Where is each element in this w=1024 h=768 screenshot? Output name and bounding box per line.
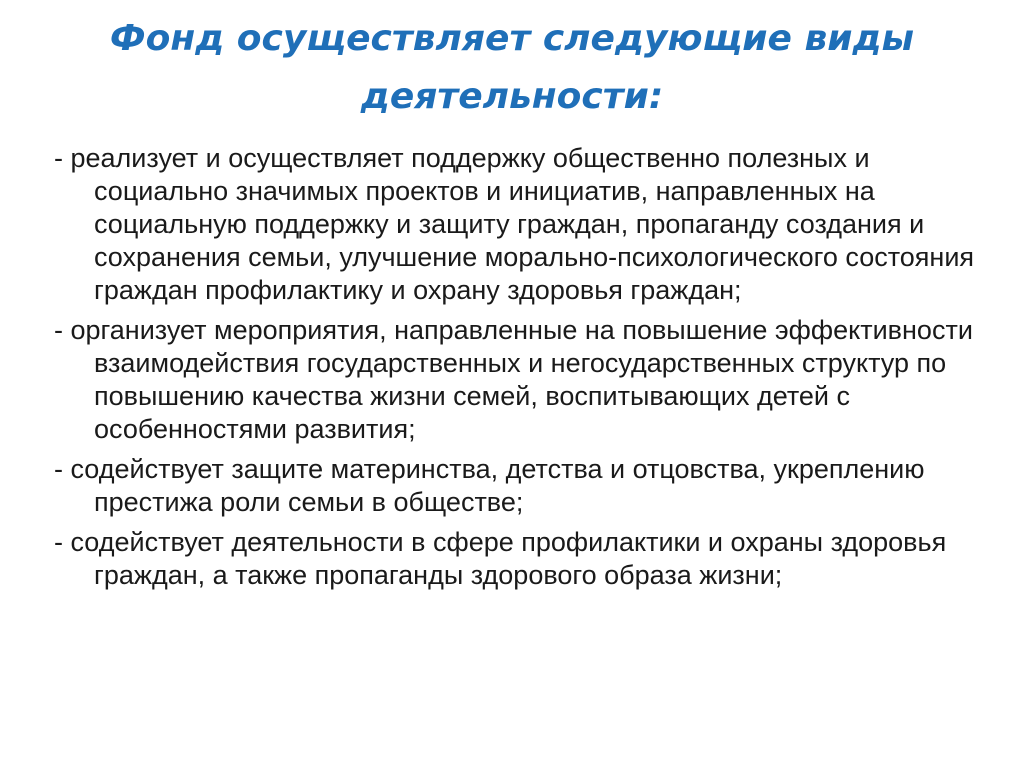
list-item: - содействует защите материнства, детства и отцовства, укреплению престижа роли семьи в обществе; [54,454,925,517]
list-item: - реализует и осуществляет поддержку общественно полезных и социально значимых проектов и инициатив, направленных на социальную поддержку и защиту граждан, пропаганду создания и сохранения семьи, улучшение морально-психологического состояния граждан профилактику и охрану здоровья граждан; [54,143,975,305]
slide-title: Фонд осуществляет следующие виды деятельности: [109,18,915,117]
list-item: - организует мероприятия, направленные на повышение эффективности взаимодействия государственных и негосударственных структур по повышению качества жизни семей, воспитывающих детей с особенностями развития; [54,315,973,444]
list-item: - содействует деятельности в сфере профилактики и охраны здоровья граждан, а также пропаганды здорового образа жизни; [54,527,947,590]
activity-list [54,142,1004,599]
